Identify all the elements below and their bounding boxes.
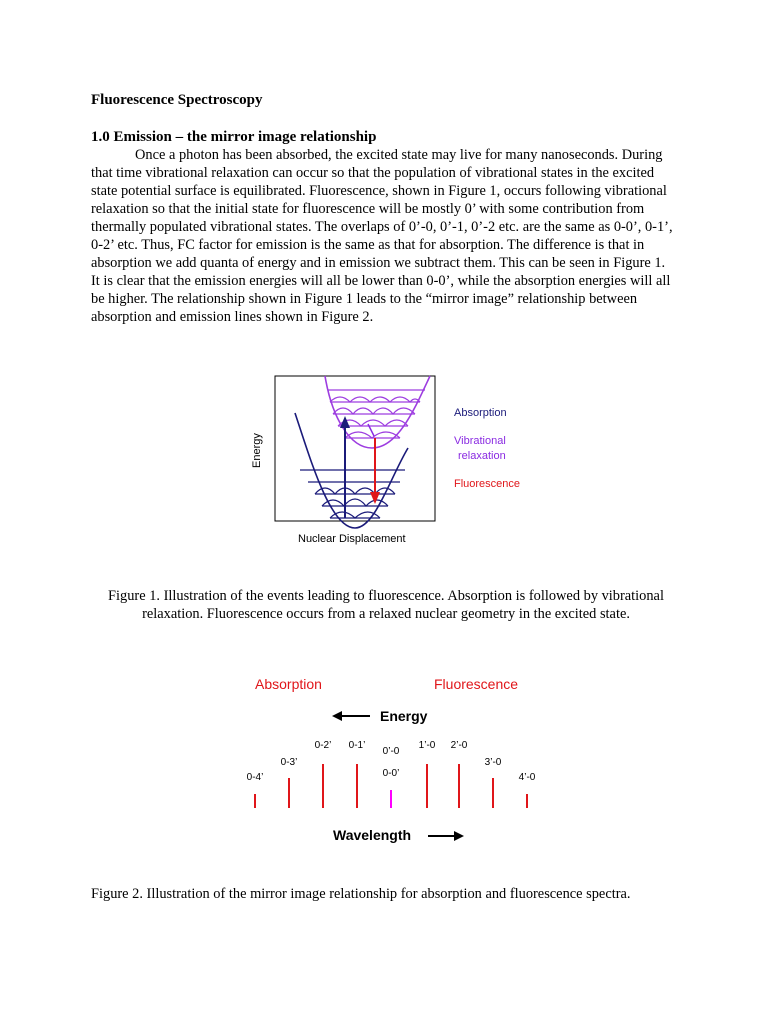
absorption-line-label: 0-1’ [348,740,366,751]
legend-absorption: Absorption [454,407,507,419]
absorption-title: Absorption [255,676,322,692]
legend-relaxation-line2: relaxation [458,450,506,462]
fluorescence-line-label: 3’-0 [484,757,502,768]
fluorescence-line-label: 2’-0 [450,740,468,751]
figure-1-x-axis-label: Nuclear Displacement [298,533,406,545]
document-title: Fluorescence Spectroscopy [91,92,263,108]
origin-label-emission: 0’-0 [382,746,400,757]
excited-vibrational-levels [328,390,425,438]
figure-1-y-axis-label: Energy [251,433,263,468]
fluorescence-arrowhead [370,492,380,504]
figure-1 [240,368,540,553]
legend-fluorescence: Fluorescence [454,478,521,490]
spectral-lines [247,740,536,808]
fluorescence-line-label: 1’-0 [418,740,436,751]
energy-label: Energy [380,708,428,724]
fluorescence-title: Fluorescence [434,676,519,692]
figure-2-caption: Figure 2. Illustration of the mirror image relationship for absorption and fluorescence spectra. [91,886,631,902]
absorption-arrowhead [340,416,350,428]
legend-relaxation-line1: Vibrational [454,435,506,447]
wavelength-arrowhead [454,831,464,841]
absorption-line-label: 0-3’ [280,757,298,768]
figure-1-caption: Figure 1. Illustration of the events leading to fluorescence. Absorption is followed by vibrational relaxation. Fluorescence occurs from a relaxed nuclear geometry in the excited state. [108,588,664,622]
excited-state-curve [325,376,430,448]
section-heading: 1.0 Emission – the mirror image relationship [91,129,377,145]
energy-arrowhead [332,711,342,721]
ground-vibrational-levels [300,470,405,518]
origin-label-absorption: 0-0’ [382,768,400,779]
wavelength-label: Wavelength [333,827,412,843]
figure-2-chart [240,670,540,855]
absorption-line-label: 0-2’ [314,740,332,751]
body-paragraph: Once a photon has been absorbed, the excited state may live for many nanoseconds. During that time vibrational relaxation can occur so that the population of vibrational states in the excited state potential surface is equilibrated. Fluorescence, shown in Figure 1, occurs following vibrational relaxation so that the initial state for fluorescence will be mostly 0’ with some contribution from thermally populated vibrational states. The overlaps of 0’-0, 0’-1, 0’-2 etc. are the same as 0-0’, 0-1’, 0-2’ etc. Thus, FC factor for emission is the same as that for absorption. The difference is that in absorption we add quanta of energy and in emission we subtract them. This can be seen in Figure 1. It is clear that the emission energies will all be lower than 0-0’, while the absorption energies will all be higher. The relationship shown in Figure 1 leads to the “mirror image” relationship between absorption and emission lines shown in Figure 2. [91,147,673,325]
absorption-line-label: 0-4’ [246,772,264,783]
fluorescence-line-label: 4’-0 [518,772,536,783]
